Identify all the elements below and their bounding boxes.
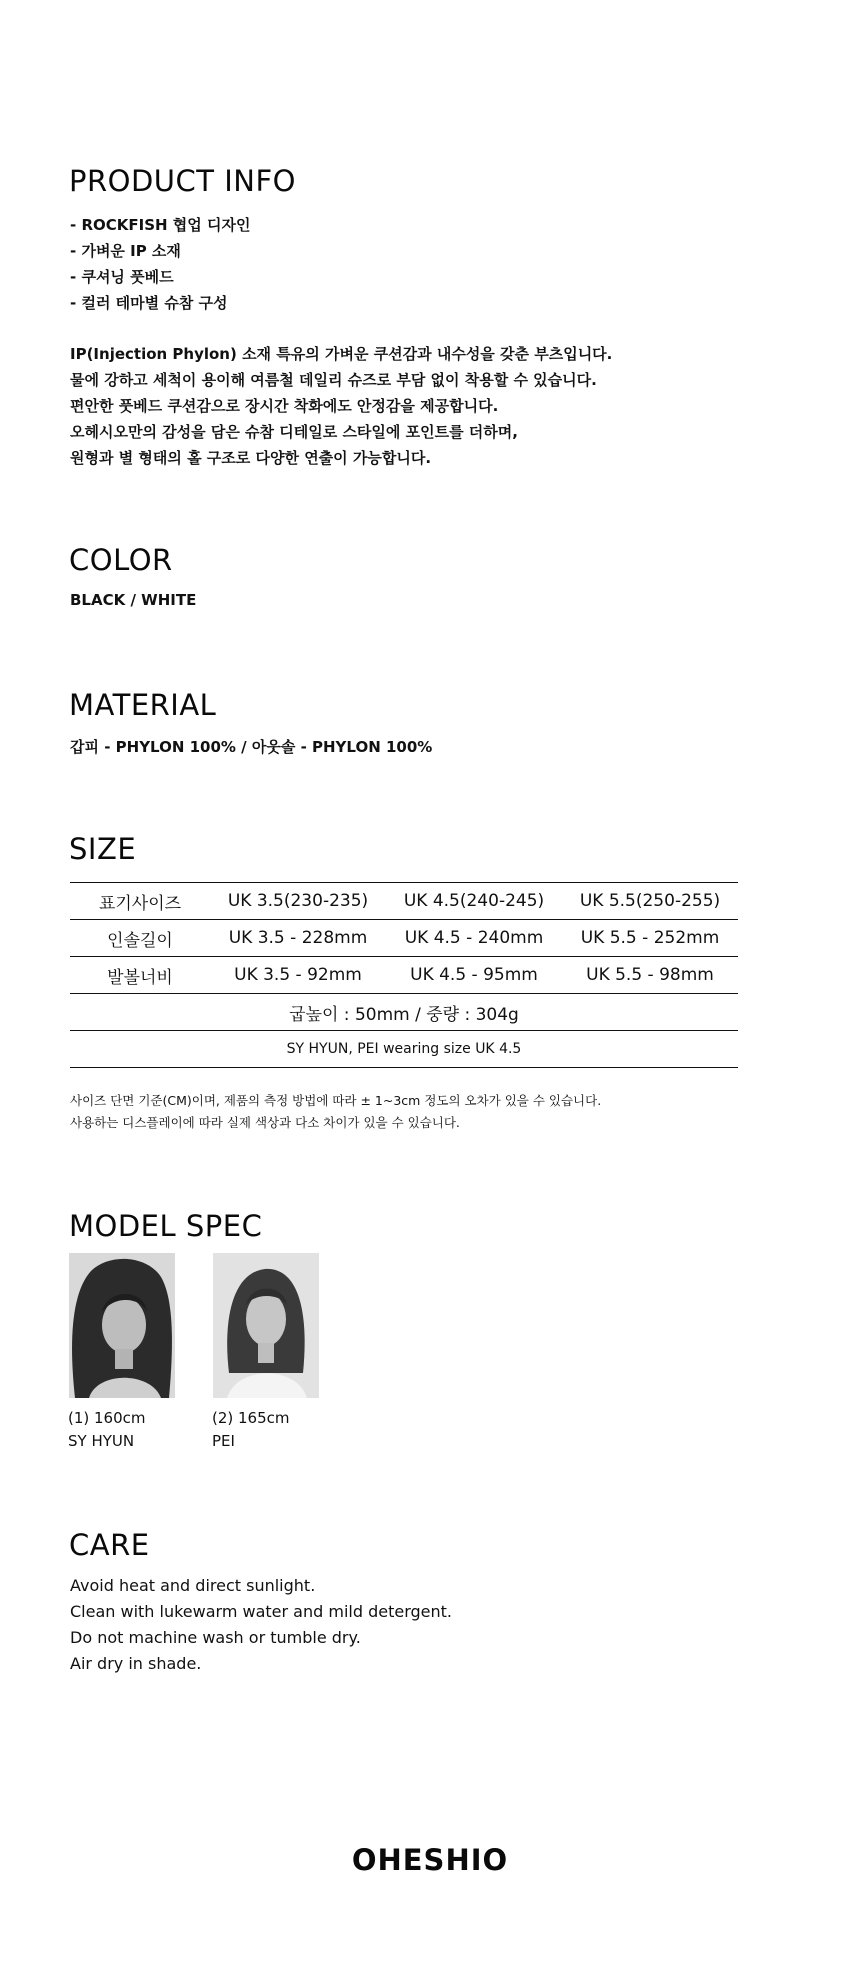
size-row-label: 발볼너비	[70, 957, 210, 994]
size-cell: UK 5.5 - 98mm	[562, 957, 738, 994]
material-title: MATERIAL	[69, 688, 217, 722]
product-description-line: 편안한 풋베드 쿠션감으로 장시간 착화에도 안정감을 제공합니다.	[70, 397, 499, 415]
size-cell: UK 4.5 - 95mm	[386, 957, 562, 994]
size-row-label-size	[70, 883, 738, 920]
material-value: 갑피 - PHYLON 100% / 아웃솔 - PHYLON 100%	[70, 738, 433, 756]
model-spec-title: MODEL SPEC	[69, 1209, 263, 1243]
product-info-bullet: - ROCKFISH 협업 디자인	[70, 216, 251, 234]
size-row-label: 인솔길이	[70, 920, 210, 957]
size-row-label: 표기사이즈	[70, 883, 210, 920]
model-1-height: (1) 160cm	[68, 1409, 146, 1427]
color-value: BLACK / WHITE	[70, 591, 197, 609]
size-table	[70, 882, 738, 1068]
product-info-bullet: - 가벼운 IP 소재	[70, 242, 181, 260]
model-1-name: SY HYUN	[68, 1432, 135, 1450]
model-2-name: PEI	[212, 1432, 235, 1450]
product-description-line: 원형과 별 형태의 홀 구조로 다양한 연출이 가능합니다.	[70, 449, 432, 467]
size-row-ball-width	[70, 957, 738, 994]
model-photo-1	[69, 1253, 175, 1398]
size-cell: UK 3.5 - 228mm	[210, 920, 386, 957]
size-row-heel-weight	[70, 994, 738, 1031]
size-cell: UK 5.5 - 252mm	[562, 920, 738, 957]
size-title: SIZE	[69, 832, 137, 866]
care-line: Avoid heat and direct sunlight.	[70, 1576, 316, 1595]
product-info-title: PRODUCT INFO	[69, 164, 296, 198]
heel-weight-cell: 굽높이 : 50mm / 중량 : 304g	[70, 994, 738, 1031]
size-cell: UK 5.5(250-255)	[562, 883, 738, 920]
size-note: 사이즈 단면 기준(CM)이며, 제품의 측정 방법에 따라 ± 1~3cm 정도의 오차가 있을 수 있습니다.	[70, 1093, 602, 1108]
wearing-size-cell: SY HYUN, PEI wearing size UK 4.5	[70, 1031, 738, 1068]
size-cell: UK 4.5(240-245)	[386, 883, 562, 920]
product-info-bullet: - 쿠셔닝 풋베드	[70, 268, 174, 286]
model-portrait-2	[213, 1253, 319, 1398]
product-info-bullet: - 컬러 테마별 슈참 구성	[70, 294, 228, 312]
color-title: COLOR	[69, 543, 173, 577]
model-photo-2	[213, 1253, 319, 1398]
model-2-height: (2) 165cm	[212, 1409, 290, 1427]
size-note: 사용하는 디스플레이에 따라 실제 색상과 다소 차이가 있을 수 있습니다.	[70, 1115, 460, 1130]
size-row-insole-length	[70, 920, 738, 957]
care-line: Clean with lukewarm water and mild detergent.	[70, 1602, 452, 1621]
model-portrait-1	[69, 1253, 175, 1398]
size-cell: UK 3.5 - 92mm	[210, 957, 386, 994]
size-cell: UK 3.5(230-235)	[210, 883, 386, 920]
size-row-wearing-size	[70, 1031, 738, 1068]
product-description-line: IP(Injection Phylon) 소재 특유의 가벼운 쿠션감과 내수성을 갖춘 부츠입니다.	[70, 345, 613, 363]
care-line: Air dry in shade.	[70, 1654, 202, 1673]
product-description-line: 물에 강하고 세척이 용이해 여름철 데일리 슈즈로 부담 없이 착용할 수 있습니다.	[70, 371, 597, 389]
product-description-line: 오헤시오만의 감성을 담은 슈참 디테일로 스타일에 포인트를 더하며,	[70, 423, 518, 441]
care-title: CARE	[69, 1528, 150, 1562]
brand-logo: OHESHIO	[351, 1843, 509, 1877]
size-cell: UK 4.5 - 240mm	[386, 920, 562, 957]
care-line: Do not machine wash or tumble dry.	[70, 1628, 361, 1647]
